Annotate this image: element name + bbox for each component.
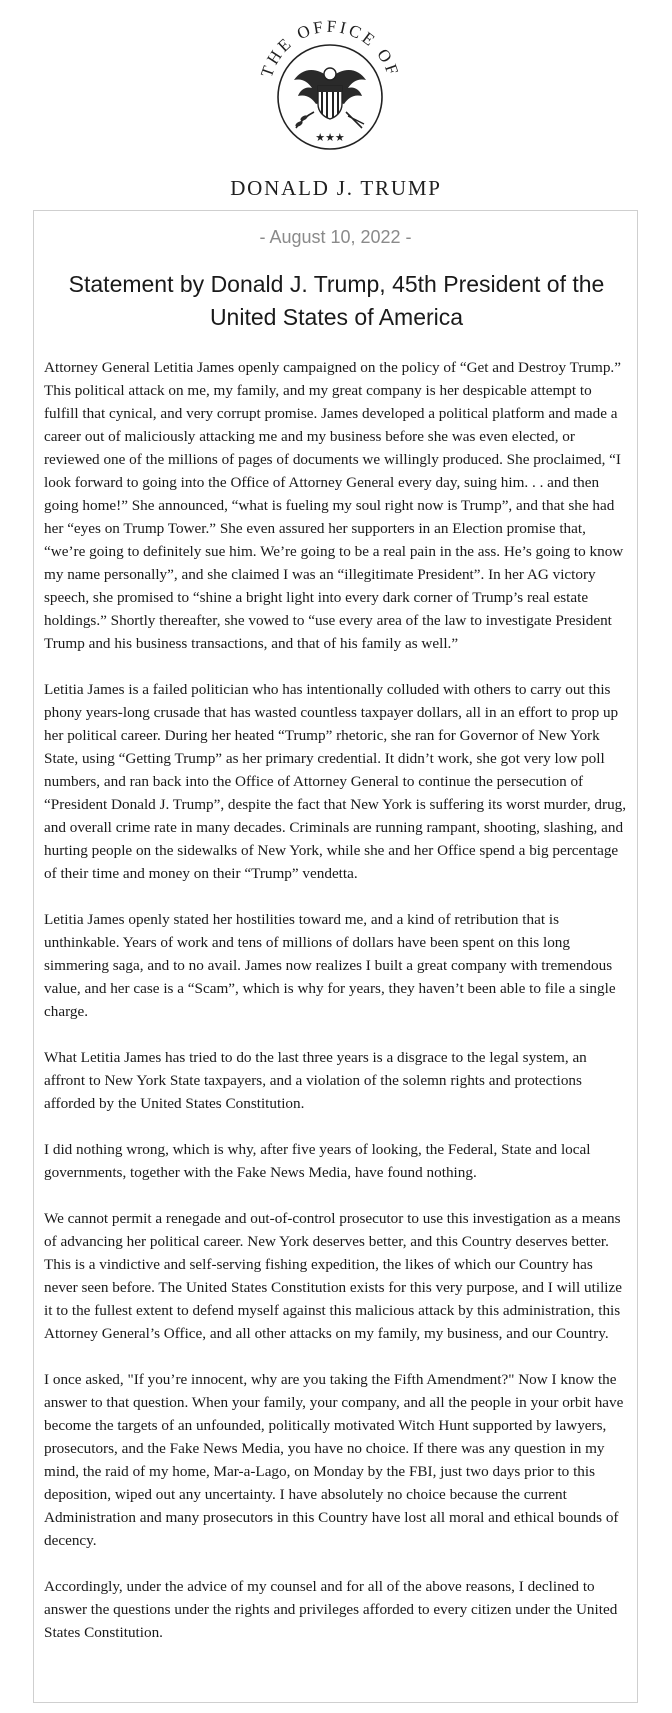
paragraph: Letitia James is a failed politician who has intentionally colluded with others to carry out this phony years-long crusade that has wasted countless taxpayer dollars, all in an effort to prop up her political career. During her heated “Trump” rhetoric, she ran for Governor of New York State, using “Getting Trump” as her primary credential. It didn’t work, she got very low poll numbers, and ran back into the Office of Attorney General to continue the persecution of “President Donald J. Trump”, despite the fact that New York is suffering its worst murder, drug, and overall crime rate in many decades. Criminals are running rampant, shooting, slashing, and hurting people on the sidewalks of New York, while she and her Office spend a big percentage of their time and money on their “Trump” vendetta.: [44, 681, 627, 882]
seal-arc-text: THE OFFICE OF: [257, 16, 403, 80]
statement-body: [44, 356, 629, 1667]
statement-title: Statement by Donald J. Trump, 45th President of the United States of America: [68, 271, 605, 330]
office-name: DONALD J. TRUMP: [230, 176, 442, 200]
paragraph: Letitia James openly stated her hostilities toward me, and a kind of retribution that is unthinkable. Years of work and tens of millions of dollars have been spent on this long simmering saga, and to no avail. James now realizes I built a great company with tremendous value, and her case is a “Scam”, which is why for years, they haven’t been able to file a single charge.: [44, 911, 616, 1020]
paragraph: We cannot permit a renegade and out-of-control prosecutor to use this investigation as a means of advancing her political career. New York deserves better, and this Country deserves better. This is a vindictive and self-serving fishing expedition, the likes of which our Country has never seen before. The United States Constitution exists for this very purpose, and I will utilize it to the fullest extent to defend myself against this malicious attack by this administration, this Attorney General’s Office, and all other attacks on my family, my business, and our Country.: [44, 1210, 622, 1342]
paragraph: Accordingly, under the advice of my counsel and for all of the above reasons, I declined to answer the questions under the rights and privileges afforded to every citizen under the United States Constitution.: [44, 1578, 618, 1641]
paragraph: Attorney General Letitia James openly campaigned on the policy of “Get and Destroy Trump.” This political attack on me, my family, and my great company is her despicable attempt to fulfill that cynical, and very corrupt promise. James developed a political platform and made a career out of maliciously attacking me and my business before she was even elected, or reviewed one of the millions of pages of documents we willingly produced. She proclaimed, “I look forward to going into the Office of Attorney General every day, suing him. . . and then going home!” She announced, “what is fueling my soul right now is Trump”, and that she had her “eyes on Trump Tower.” She even assured her supporters in an Election promise that, “we’re going to definitely sue him. We’re going to be a real pain in the ass. He’s going to know my name personally”, and she claimed I was an “illegitimate President”. In her AG victory speech, she promised to “shine a bright light into every dark corner of Trump’s real estate holdings.” Shortly thereafter, she vowed to “use every area of the law to investigate President Trump and his business transactions, and that of his family as well.”: [44, 359, 624, 652]
letterhead: [0, 0, 672, 205]
statement-date: - August 10, 2022 -: [259, 227, 412, 247]
svg-text:★★★: ★★★: [315, 131, 345, 144]
paragraph: I once asked, "If you’re innocent, why are you taking the Fifth Amendment?" Now I know the answer to that question. When your family, your company, and all the people in your orbit have become the targets of an unfounded, politically motivated Witch Hunt supported by lawyers, prosecutors, and the Fake News Media, you have no choice. If there was any question in my mind, the raid of my home, Mar-a-Lago, on Monday by the FBI, just two days prior to this deposition, wiped out any uncertainty. I have absolutely no choice because the current Administration and many prosecutors in this Country have lost all moral and ethical bounds of decency.: [44, 1371, 624, 1549]
paragraph: I did nothing wrong, which is why, after five years of looking, the Federal, State and local governments, together with the Fake News Media, have found nothing.: [44, 1141, 591, 1181]
presidential-seal-icon: [250, 0, 410, 175]
paragraph: What Letitia James has tried to do the last three years is a disgrace to the legal system, an affront to New York State taxpayers, and a violation of the solemn rights and protections afforded by the United States Constitution.: [44, 1049, 587, 1112]
statement-card: [33, 210, 638, 1703]
